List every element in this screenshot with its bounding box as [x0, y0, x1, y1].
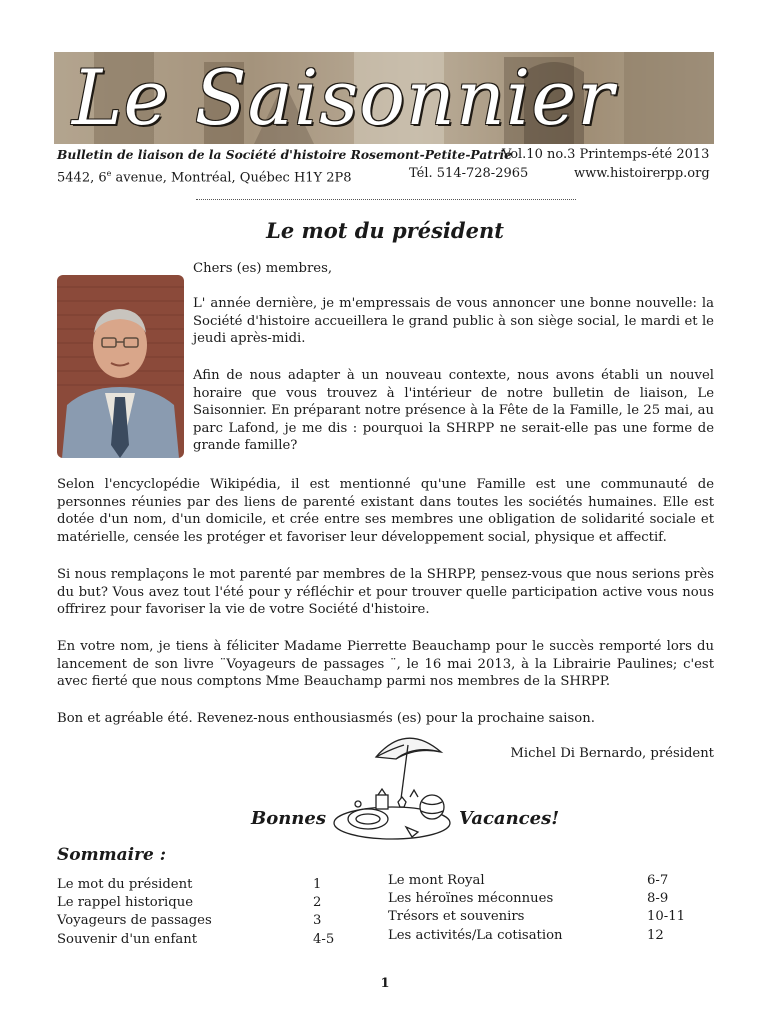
- president-portrait: [57, 275, 184, 458]
- salutation: Chers (es) membres,: [193, 261, 333, 276]
- toc-item-label: Les héroïnes méconnues: [388, 891, 554, 907]
- toc-item: [57, 876, 337, 894]
- toc-item-page: 3: [313, 913, 322, 929]
- toc-item-page: 10-11: [647, 909, 686, 925]
- paragraph-2: Afin de nous adapter à un nouveau contexte, nous avons établi un nouvel horaire que vous trouvez à l'intérieur de notre bulletin de liaison, Le Saisonnier. En préparant notre présence à la Fête de la Famille, le 25 mai, au parc Lafond, je me dis : pourquoi la SHRPP ne serait-elle pas une forme de grande famille?: [193, 368, 714, 454]
- toc-item-page: 6-7: [647, 873, 669, 888]
- greeting-right: Vacances!: [459, 808, 560, 829]
- toc-item-page: 8-9: [647, 891, 669, 907]
- paragraph-6: Bon et agréable été. Revenez-nous enthousiasmés (es) pour la prochaine saison.: [57, 711, 595, 726]
- toc-item-label: Le rappel historique: [57, 895, 193, 911]
- toc-item-page: 1: [313, 877, 322, 892]
- toc-left-column: [57, 876, 337, 949]
- toc-item-label: Trésors et souvenirs: [388, 909, 525, 925]
- toc-item: [388, 908, 688, 926]
- masthead-address: [57, 166, 352, 186]
- article-title: Le mot du président: [266, 218, 504, 243]
- masthead-title: Le Saisonnier: [72, 53, 615, 142]
- toc-item-label: Les activités/La cotisation: [388, 927, 563, 943]
- toc-item: [57, 912, 337, 930]
- address-prefix: 5442, 6: [57, 170, 107, 186]
- toc-item-page: 2: [313, 895, 322, 911]
- toc-item-page: 12: [647, 927, 664, 943]
- toc-right-column: [388, 872, 688, 945]
- address-suffix: avenue, Montréal, Québec H1Y 2P8: [111, 170, 352, 186]
- masthead-subtitle: Bulletin de liaison de la Société d'histoire Rosemont-Petite-Patrie: [57, 147, 512, 162]
- toc-item: [388, 872, 688, 890]
- page-number: 1: [380, 976, 390, 991]
- address-superscript: e: [106, 169, 112, 178]
- toc-item-label: Voyageurs de passages: [57, 913, 212, 929]
- toc-item: [57, 894, 337, 912]
- toc-item: [388, 927, 688, 945]
- signature: Michel Di Bernardo, président: [510, 746, 714, 761]
- toc-item-label: Le mot du président: [57, 877, 193, 892]
- paragraph-4: Si nous remplaçons le mot parenté par membres de la SHRPP, pensez-vous que nous serions près du but? Vous avez tout l'été pour y réfléchir et pour trouver quelle participation active vous nous offrirez pour favoriser la vie de votre Société d'histoire.: [57, 567, 714, 618]
- masthead-website[interactable]: www.histoirerpp.org: [574, 166, 710, 181]
- toc-item: [57, 931, 337, 949]
- masthead-volume: Vol.10 no.3 Printemps-été 2013: [502, 147, 710, 162]
- greeting-left: Bonnes: [251, 808, 326, 829]
- toc-title: Sommaire :: [57, 845, 167, 865]
- beach-umbrella-illustration: [326, 727, 458, 847]
- paragraph-5: En votre nom, je tiens à féliciter Madame Pierrette Beauchamp pour le succès remporté lors du lancement de son livre ¨Voyageurs de passages ¨, le 16 mai 2013, à la Librairie Paulines; c'est avec fierté que nous comptons Mme Beauchamp parmi nos membres de la SHRPP.: [57, 639, 714, 690]
- masthead-banner: [54, 52, 714, 144]
- toc-item-label: Le mont Royal: [388, 873, 485, 888]
- paragraph-3: Selon l'encyclopédie Wikipédia, il est mentionné qu'une Famille est une communauté de personnes réunies par des liens de parenté existant dans toutes les sociétés humaines. Elle est dotée d'un nom, d'un domicile, et crée entre ses membres une obligation de solidarité sociale et matérielle, censée les protéger et favoriser leur développement social, physique et affectif.: [57, 477, 714, 545]
- masthead-phone: Tél. 514-728-2965: [409, 166, 529, 181]
- paragraph-1: L' année dernière, je m'empressais de vous annoncer une bonne nouvelle: la Société d'histoire accueillera le grand public à son siège social, le mardi et le jeudi après-midi.: [193, 296, 714, 347]
- toc-item-page: 4-5: [313, 931, 335, 947]
- toc-item-label: Souvenir d'un enfant: [57, 931, 198, 947]
- dotted-separator: [196, 199, 576, 210]
- toc-item: [388, 890, 688, 908]
